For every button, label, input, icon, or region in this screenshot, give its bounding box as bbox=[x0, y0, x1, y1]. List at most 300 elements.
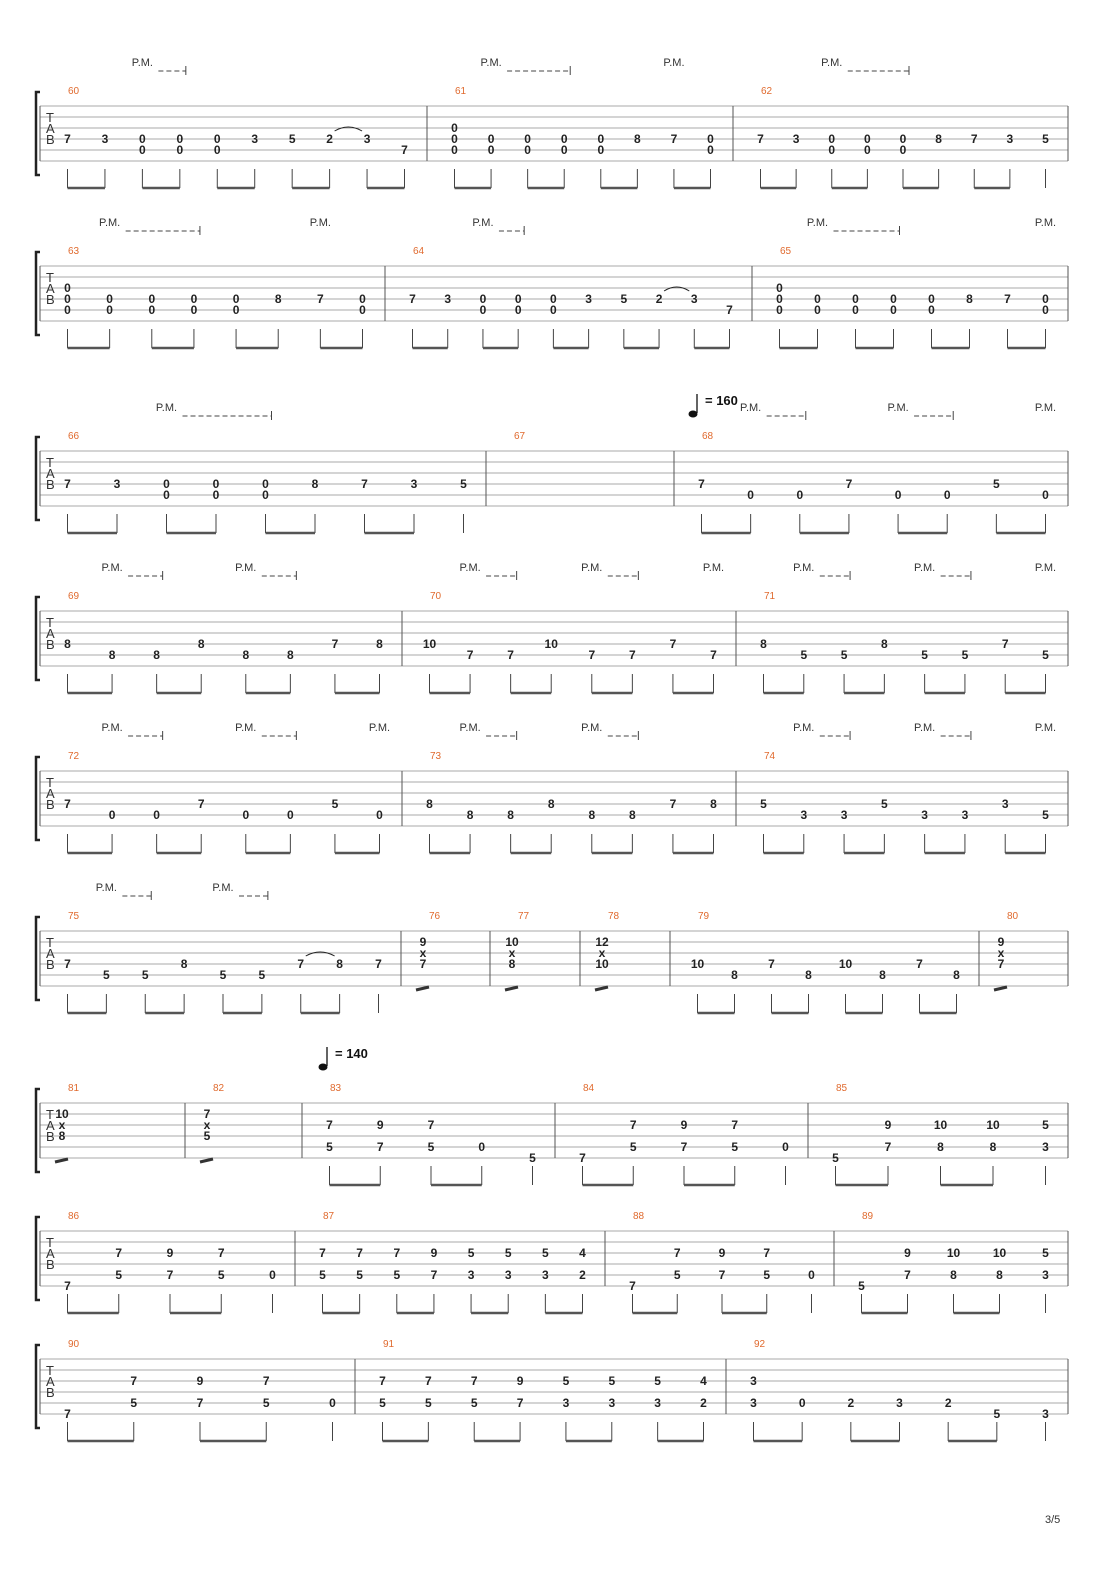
palm-mute-label: P.M. bbox=[368, 722, 391, 734]
fret-number: 0 bbox=[894, 488, 902, 502]
fret-number: 7 bbox=[217, 1246, 225, 1260]
fret-number: 7 bbox=[588, 648, 596, 662]
fret-number: 5 bbox=[460, 477, 467, 491]
fret-number: 0 bbox=[814, 303, 821, 317]
fret-number: 7 bbox=[64, 132, 71, 146]
system-bracket bbox=[36, 757, 40, 840]
measure-number: 76 bbox=[429, 911, 441, 922]
fret-number: 7 bbox=[669, 797, 677, 811]
tab-clef-letter: T bbox=[46, 775, 54, 790]
slash-note bbox=[55, 1159, 68, 1162]
fret-number: 0 bbox=[928, 292, 935, 306]
fret-number: 0 bbox=[707, 132, 714, 146]
fret-number: 7 bbox=[670, 132, 678, 146]
fret-number: 3 bbox=[542, 1268, 549, 1282]
fret-number: 10 bbox=[690, 957, 705, 971]
fret-number: 7 bbox=[379, 1374, 386, 1388]
fret-number: 0 bbox=[232, 292, 240, 306]
fret-number: 7 bbox=[317, 292, 324, 306]
fret-number: 8 bbox=[731, 968, 738, 982]
measure-number: 71 bbox=[764, 591, 776, 602]
fret-number: 7 bbox=[629, 648, 636, 662]
fret-number: 0 bbox=[707, 143, 714, 157]
slash-note bbox=[505, 987, 518, 990]
fret-number: 2 bbox=[326, 132, 333, 146]
fret-number: 0 bbox=[213, 143, 221, 157]
palm-mute-label: P.M. bbox=[212, 882, 234, 894]
fret-number: 0 bbox=[451, 132, 458, 146]
tab-clef-letter: B bbox=[46, 1385, 55, 1400]
fret-number: 7 bbox=[326, 1118, 333, 1132]
fret-number: 7 bbox=[884, 1140, 892, 1154]
tempo-mark: = 160 bbox=[705, 393, 738, 408]
fret-number: 0 bbox=[550, 292, 557, 306]
fret-number: 10 bbox=[986, 1118, 1000, 1132]
fret-number: 5 bbox=[673, 1268, 681, 1282]
tab-system bbox=[36, 217, 1068, 348]
fret-number: 10 bbox=[505, 935, 519, 949]
fret-number: 7 bbox=[375, 957, 382, 971]
tab-clef-letter: T bbox=[46, 110, 54, 125]
palm-mute-label: P.M. bbox=[459, 562, 481, 574]
fret-number: 0 bbox=[782, 1140, 789, 1154]
palm-mute-label: P.M. bbox=[309, 217, 331, 229]
fret-number: 2 bbox=[944, 1396, 952, 1410]
fret-number: 3 bbox=[654, 1396, 661, 1410]
fret-number: 8 bbox=[64, 637, 71, 651]
fret-number: 8 bbox=[881, 637, 888, 651]
fret-number: 7 bbox=[361, 477, 368, 491]
fret-number: 5 bbox=[425, 1396, 432, 1410]
fret-number: 0 bbox=[597, 132, 605, 146]
fret-number: 3 bbox=[921, 808, 928, 822]
fret-number: 5 bbox=[542, 1246, 549, 1260]
fret-number: 0 bbox=[514, 303, 522, 317]
fret-number: 12 bbox=[595, 935, 609, 949]
fret-number: 7 bbox=[507, 648, 514, 662]
tab-system bbox=[36, 393, 1068, 533]
measure-number: 69 bbox=[68, 591, 80, 602]
fret-number: 0 bbox=[828, 143, 836, 157]
tab-clef-letter: B bbox=[46, 1257, 55, 1272]
fret-number: 0 bbox=[864, 132, 871, 146]
fret-number: 5 bbox=[130, 1396, 138, 1410]
palm-mute-label: P.M. bbox=[459, 722, 481, 734]
fret-number: 5 bbox=[467, 1246, 475, 1260]
fret-number: 5 bbox=[993, 1407, 1001, 1421]
palm-mute-label: P.M. bbox=[793, 722, 815, 734]
fret-number: 8 bbox=[287, 648, 294, 662]
palm-mute-label: P.M. bbox=[663, 57, 685, 69]
fret-number: 7 bbox=[196, 1396, 204, 1410]
fret-number: 7 bbox=[115, 1246, 123, 1260]
fret-number: 7 bbox=[629, 1118, 637, 1132]
fret-number: 0 bbox=[163, 488, 170, 502]
fret-number: 5 bbox=[608, 1374, 616, 1388]
fret-number: 8 bbox=[953, 968, 960, 982]
fret-number: 9 bbox=[904, 1246, 911, 1260]
fret-number: 5 bbox=[654, 1374, 661, 1388]
fret-number: 8 bbox=[466, 808, 474, 822]
tab-system bbox=[36, 562, 1068, 693]
tab-clef-letter: A bbox=[46, 1246, 55, 1261]
fret-number: 5 bbox=[470, 1396, 478, 1410]
palm-mute-label: P.M. bbox=[1034, 217, 1057, 229]
tab-clef-letter: A bbox=[46, 626, 55, 641]
fret-number: 3 bbox=[961, 808, 969, 822]
measure-number: 84 bbox=[583, 1083, 595, 1094]
fret-number: 7 bbox=[763, 1246, 771, 1260]
fret-number: 0 bbox=[1042, 292, 1049, 306]
fret-number: 7 bbox=[430, 1268, 438, 1282]
fret-number: 7 bbox=[710, 648, 717, 662]
tab-clef-letter: B bbox=[46, 957, 55, 972]
fret-number: 7 bbox=[401, 143, 408, 157]
fret-number: 0 bbox=[64, 281, 71, 295]
measure-number: 89 bbox=[862, 1211, 874, 1222]
fret-number: 8 bbox=[989, 1140, 997, 1154]
fret-number: 3 bbox=[800, 808, 808, 822]
fret-number: 0 bbox=[269, 1268, 276, 1282]
fret-number: 8 bbox=[950, 1268, 957, 1282]
fret-number: 0 bbox=[487, 132, 495, 146]
fret-number: 7 bbox=[393, 1246, 401, 1260]
fret-number: 8 bbox=[274, 292, 282, 306]
measure-number: 77 bbox=[518, 911, 530, 922]
fret-number: 3 bbox=[363, 132, 371, 146]
fret-number: 0 bbox=[176, 143, 184, 157]
fret-number: 5 bbox=[858, 1279, 865, 1293]
measure-number: 85 bbox=[836, 1083, 848, 1094]
fret-number: 8 bbox=[710, 797, 717, 811]
fret-number: 9 bbox=[997, 935, 1005, 949]
fret-number: 5 bbox=[731, 1140, 739, 1154]
fret-number: 7 bbox=[757, 132, 764, 146]
fret-number: 0 bbox=[190, 292, 198, 306]
fret-number: 3 bbox=[690, 292, 698, 306]
fret-number: 8 bbox=[966, 292, 973, 306]
fret-number: 5 bbox=[1042, 1118, 1049, 1132]
palm-mute-label: P.M. bbox=[480, 57, 502, 69]
slash-note bbox=[595, 987, 608, 990]
fret-number: 3 bbox=[1042, 1140, 1049, 1154]
fret-number: 0 bbox=[550, 303, 557, 317]
measure-number: 63 bbox=[68, 246, 80, 257]
fret-number: 7 bbox=[466, 648, 474, 662]
fret-number: 8 bbox=[760, 637, 767, 651]
fret-number: 5 bbox=[203, 1129, 211, 1143]
fret-number: 7 bbox=[64, 957, 71, 971]
fret-number: 8 bbox=[805, 968, 812, 982]
fret-number: 7 bbox=[845, 477, 853, 491]
fret-number: 7 bbox=[262, 1374, 270, 1388]
fret-number: 3 bbox=[1042, 1407, 1049, 1421]
fret-number: 10 bbox=[55, 1107, 69, 1121]
fret-number: 3 bbox=[444, 292, 452, 306]
fret-number: 7 bbox=[64, 1407, 71, 1421]
palm-mute-label: P.M. bbox=[101, 722, 123, 734]
fret-number: 0 bbox=[139, 132, 146, 146]
fret-number: 5 bbox=[562, 1374, 570, 1388]
fret-number: 8 bbox=[376, 637, 383, 651]
fret-number: 8 bbox=[507, 808, 514, 822]
fret-number: 7 bbox=[166, 1268, 174, 1282]
fret-number: 0 bbox=[176, 132, 184, 146]
measure-number: 91 bbox=[383, 1339, 395, 1350]
fret-number: 0 bbox=[148, 292, 156, 306]
fret-number: 5 bbox=[763, 1268, 771, 1282]
fret-number: 0 bbox=[864, 143, 871, 157]
fret-number: 0 bbox=[798, 1396, 806, 1410]
fret-number: 8 bbox=[634, 132, 641, 146]
tab-clef-letter: B bbox=[46, 637, 55, 652]
fret-number: x bbox=[997, 946, 1005, 960]
system-bracket bbox=[36, 597, 40, 680]
fret-number: 0 bbox=[776, 292, 783, 306]
fret-number: 7 bbox=[698, 477, 705, 491]
measure-number: 60 bbox=[68, 86, 80, 97]
fret-number: 0 bbox=[262, 477, 269, 491]
fret-number: 0 bbox=[242, 808, 250, 822]
measure-number: 81 bbox=[68, 1083, 80, 1094]
fret-number: 7 bbox=[1001, 637, 1009, 651]
fret-number: 8 bbox=[58, 1129, 66, 1143]
fret-number: 0 bbox=[776, 281, 783, 295]
fret-number: 5 bbox=[258, 968, 266, 982]
fret-number: 8 bbox=[336, 957, 343, 971]
fret-number: 7 bbox=[331, 637, 339, 651]
fret-number: 3 bbox=[504, 1268, 512, 1282]
fret-number: 5 bbox=[319, 1268, 326, 1282]
measure-number: 74 bbox=[764, 751, 776, 762]
fret-number: 0 bbox=[212, 488, 220, 502]
palm-mute-label: P.M. bbox=[581, 562, 603, 574]
palm-mute-label: P.M. bbox=[887, 402, 909, 414]
fret-number: 5 bbox=[326, 1140, 333, 1154]
fret-number: 0 bbox=[597, 143, 605, 157]
measure-number: 75 bbox=[68, 911, 80, 922]
tab-clef-letter: T bbox=[46, 935, 54, 950]
tab-clef-letter: B bbox=[46, 132, 55, 147]
measure-number: 62 bbox=[761, 86, 773, 97]
fret-number: 7 bbox=[1004, 292, 1011, 306]
fret-number: 8 bbox=[629, 808, 636, 822]
fret-number: 7 bbox=[997, 957, 1005, 971]
fret-number: 0 bbox=[139, 143, 146, 157]
fret-number: x bbox=[419, 946, 427, 960]
fret-number: 7 bbox=[579, 1151, 586, 1165]
fret-number: 0 bbox=[451, 121, 458, 135]
fret-number: 3 bbox=[840, 808, 848, 822]
tab-clef-letter: B bbox=[46, 1129, 55, 1144]
measure-number: 92 bbox=[754, 1339, 766, 1350]
tab-clef-letter: T bbox=[46, 270, 54, 285]
fret-number: 7 bbox=[427, 1118, 435, 1132]
system-bracket bbox=[36, 92, 40, 175]
fret-number: 0 bbox=[108, 808, 116, 822]
fret-number: 3 bbox=[467, 1268, 475, 1282]
system-bracket bbox=[36, 1217, 40, 1300]
fret-number: 10 bbox=[946, 1246, 961, 1260]
fret-number: 0 bbox=[262, 488, 269, 502]
fret-number: 5 bbox=[262, 1396, 270, 1410]
fret-number: 0 bbox=[479, 303, 487, 317]
fret-number: 7 bbox=[297, 957, 305, 971]
fret-number: 3 bbox=[1001, 797, 1009, 811]
measure-number: 82 bbox=[213, 1083, 225, 1094]
fret-number: 4 bbox=[579, 1246, 586, 1260]
fret-number: 5 bbox=[629, 1140, 637, 1154]
fret-number: 5 bbox=[840, 648, 848, 662]
fret-number: 3 bbox=[251, 132, 259, 146]
quarter-note-icon bbox=[319, 1064, 328, 1071]
measure-number: 65 bbox=[780, 246, 792, 257]
fret-number: 3 bbox=[750, 1396, 757, 1410]
palm-mute-label: P.M. bbox=[806, 217, 829, 229]
fret-number: 0 bbox=[747, 488, 754, 502]
fret-number: 0 bbox=[814, 292, 821, 306]
fret-number: 3 bbox=[792, 132, 800, 146]
fret-number: 0 bbox=[928, 303, 935, 317]
measure-number: 67 bbox=[514, 431, 526, 442]
fret-number: 5 bbox=[832, 1151, 839, 1165]
measure-number: 64 bbox=[413, 246, 425, 257]
fret-number: 3 bbox=[585, 292, 592, 306]
fret-number: 8 bbox=[508, 957, 516, 971]
fret-number: 8 bbox=[153, 648, 160, 662]
fret-number: 7 bbox=[718, 1268, 726, 1282]
fret-number: 0 bbox=[232, 303, 240, 317]
measure-number: 73 bbox=[430, 751, 442, 762]
fret-number: 9 bbox=[680, 1118, 688, 1132]
fret-number: 7 bbox=[130, 1374, 138, 1388]
fret-number: 2 bbox=[579, 1268, 586, 1282]
fret-number: 0 bbox=[776, 303, 783, 317]
fret-number: 5 bbox=[529, 1151, 536, 1165]
fret-number: 7 bbox=[319, 1246, 326, 1260]
fret-number: 0 bbox=[828, 132, 836, 146]
palm-mute-label: P.M. bbox=[914, 562, 936, 574]
fret-number: 8 bbox=[588, 808, 596, 822]
tab-clef-letter: A bbox=[46, 121, 55, 136]
fret-number: 5 bbox=[1042, 648, 1049, 662]
system-bracket bbox=[36, 917, 40, 1000]
tab-clef-letter: A bbox=[46, 946, 55, 961]
fret-number: 0 bbox=[106, 292, 113, 306]
fret-number: x bbox=[598, 946, 606, 960]
fret-number: 0 bbox=[1042, 488, 1049, 502]
fret-number: 3 bbox=[750, 1374, 757, 1388]
fret-number: 9 bbox=[430, 1246, 438, 1260]
fret-number: 8 bbox=[180, 957, 188, 971]
fret-number: 7 bbox=[419, 957, 427, 971]
fret-number: 10 bbox=[992, 1246, 1007, 1260]
fret-number: x bbox=[58, 1118, 66, 1132]
fret-number: 7 bbox=[197, 797, 205, 811]
fret-number: 0 bbox=[478, 1140, 486, 1154]
fret-number: 7 bbox=[904, 1268, 911, 1282]
fret-number: 5 bbox=[219, 968, 227, 982]
fret-number: 7 bbox=[673, 1246, 681, 1260]
palm-mute-label: P.M. bbox=[581, 722, 603, 734]
fret-number: 0 bbox=[479, 292, 487, 306]
fret-number: 3 bbox=[1006, 132, 1014, 146]
fret-number: 0 bbox=[796, 488, 804, 502]
palm-mute-label: P.M. bbox=[95, 882, 117, 894]
palm-mute-label: P.M. bbox=[472, 217, 494, 229]
fret-number: 10 bbox=[838, 957, 853, 971]
slash-note bbox=[416, 987, 429, 990]
fret-number: 5 bbox=[141, 968, 149, 982]
fret-number: 5 bbox=[379, 1396, 386, 1410]
fret-number: 5 bbox=[760, 797, 767, 811]
fret-number: 0 bbox=[287, 808, 294, 822]
fret-number: 5 bbox=[620, 292, 628, 306]
page-number: 3/5 bbox=[1045, 1514, 1061, 1526]
tab-system bbox=[36, 1046, 1068, 1185]
measure-number: 88 bbox=[633, 1211, 645, 1222]
fret-number: 5 bbox=[115, 1268, 123, 1282]
measure-number: 72 bbox=[68, 751, 80, 762]
fret-number: 0 bbox=[808, 1268, 815, 1282]
fret-number: 7 bbox=[629, 1279, 636, 1293]
palm-mute-label: P.M. bbox=[131, 57, 153, 69]
fret-number: 0 bbox=[524, 143, 531, 157]
fret-number: 0 bbox=[106, 303, 113, 317]
system-bracket bbox=[36, 1089, 40, 1172]
palm-mute-label: P.M. bbox=[99, 217, 121, 229]
tab-clef-letter: B bbox=[46, 477, 55, 492]
palm-mute-label: P.M. bbox=[155, 402, 178, 414]
fret-number: 0 bbox=[64, 292, 71, 306]
fret-number: 5 bbox=[393, 1268, 401, 1282]
palm-mute-label: P.M. bbox=[101, 562, 123, 574]
fret-number: 7 bbox=[425, 1374, 432, 1388]
fret-number: 0 bbox=[514, 292, 522, 306]
tab-clef-letter: T bbox=[46, 1235, 54, 1250]
fret-number: 3 bbox=[410, 477, 418, 491]
fret-number: 7 bbox=[356, 1246, 363, 1260]
fret-number: 5 bbox=[961, 648, 969, 662]
fret-number: 10 bbox=[933, 1118, 948, 1132]
fret-number: 7 bbox=[409, 292, 416, 306]
fret-number: 0 bbox=[1042, 303, 1049, 317]
fret-number: 3 bbox=[608, 1396, 616, 1410]
tab-clef-letter: B bbox=[46, 292, 55, 307]
fret-number: 5 bbox=[800, 648, 808, 662]
fret-number: 10 bbox=[595, 957, 609, 971]
fret-number: 7 bbox=[768, 957, 775, 971]
fret-number: 7 bbox=[64, 477, 71, 491]
fret-number: 5 bbox=[427, 1140, 435, 1154]
fret-number: 8 bbox=[996, 1268, 1003, 1282]
tab-clef-letter: T bbox=[46, 1363, 54, 1378]
measure-number: 83 bbox=[330, 1083, 342, 1094]
fret-number: 7 bbox=[64, 797, 71, 811]
fret-number: x bbox=[508, 946, 516, 960]
fret-number: 4 bbox=[700, 1374, 707, 1388]
tab-clef-letter: T bbox=[46, 455, 54, 470]
palm-mute-label: P.M. bbox=[1034, 402, 1057, 414]
systems-layer bbox=[36, 57, 1068, 1441]
measure-number: 61 bbox=[455, 86, 467, 97]
fret-number: 0 bbox=[852, 292, 859, 306]
fret-number: 2 bbox=[700, 1396, 707, 1410]
palm-mute-label: P.M. bbox=[821, 57, 843, 69]
fret-number: 8 bbox=[311, 477, 319, 491]
palm-mute-label: P.M. bbox=[1034, 722, 1057, 734]
fret-number: 0 bbox=[451, 143, 458, 157]
